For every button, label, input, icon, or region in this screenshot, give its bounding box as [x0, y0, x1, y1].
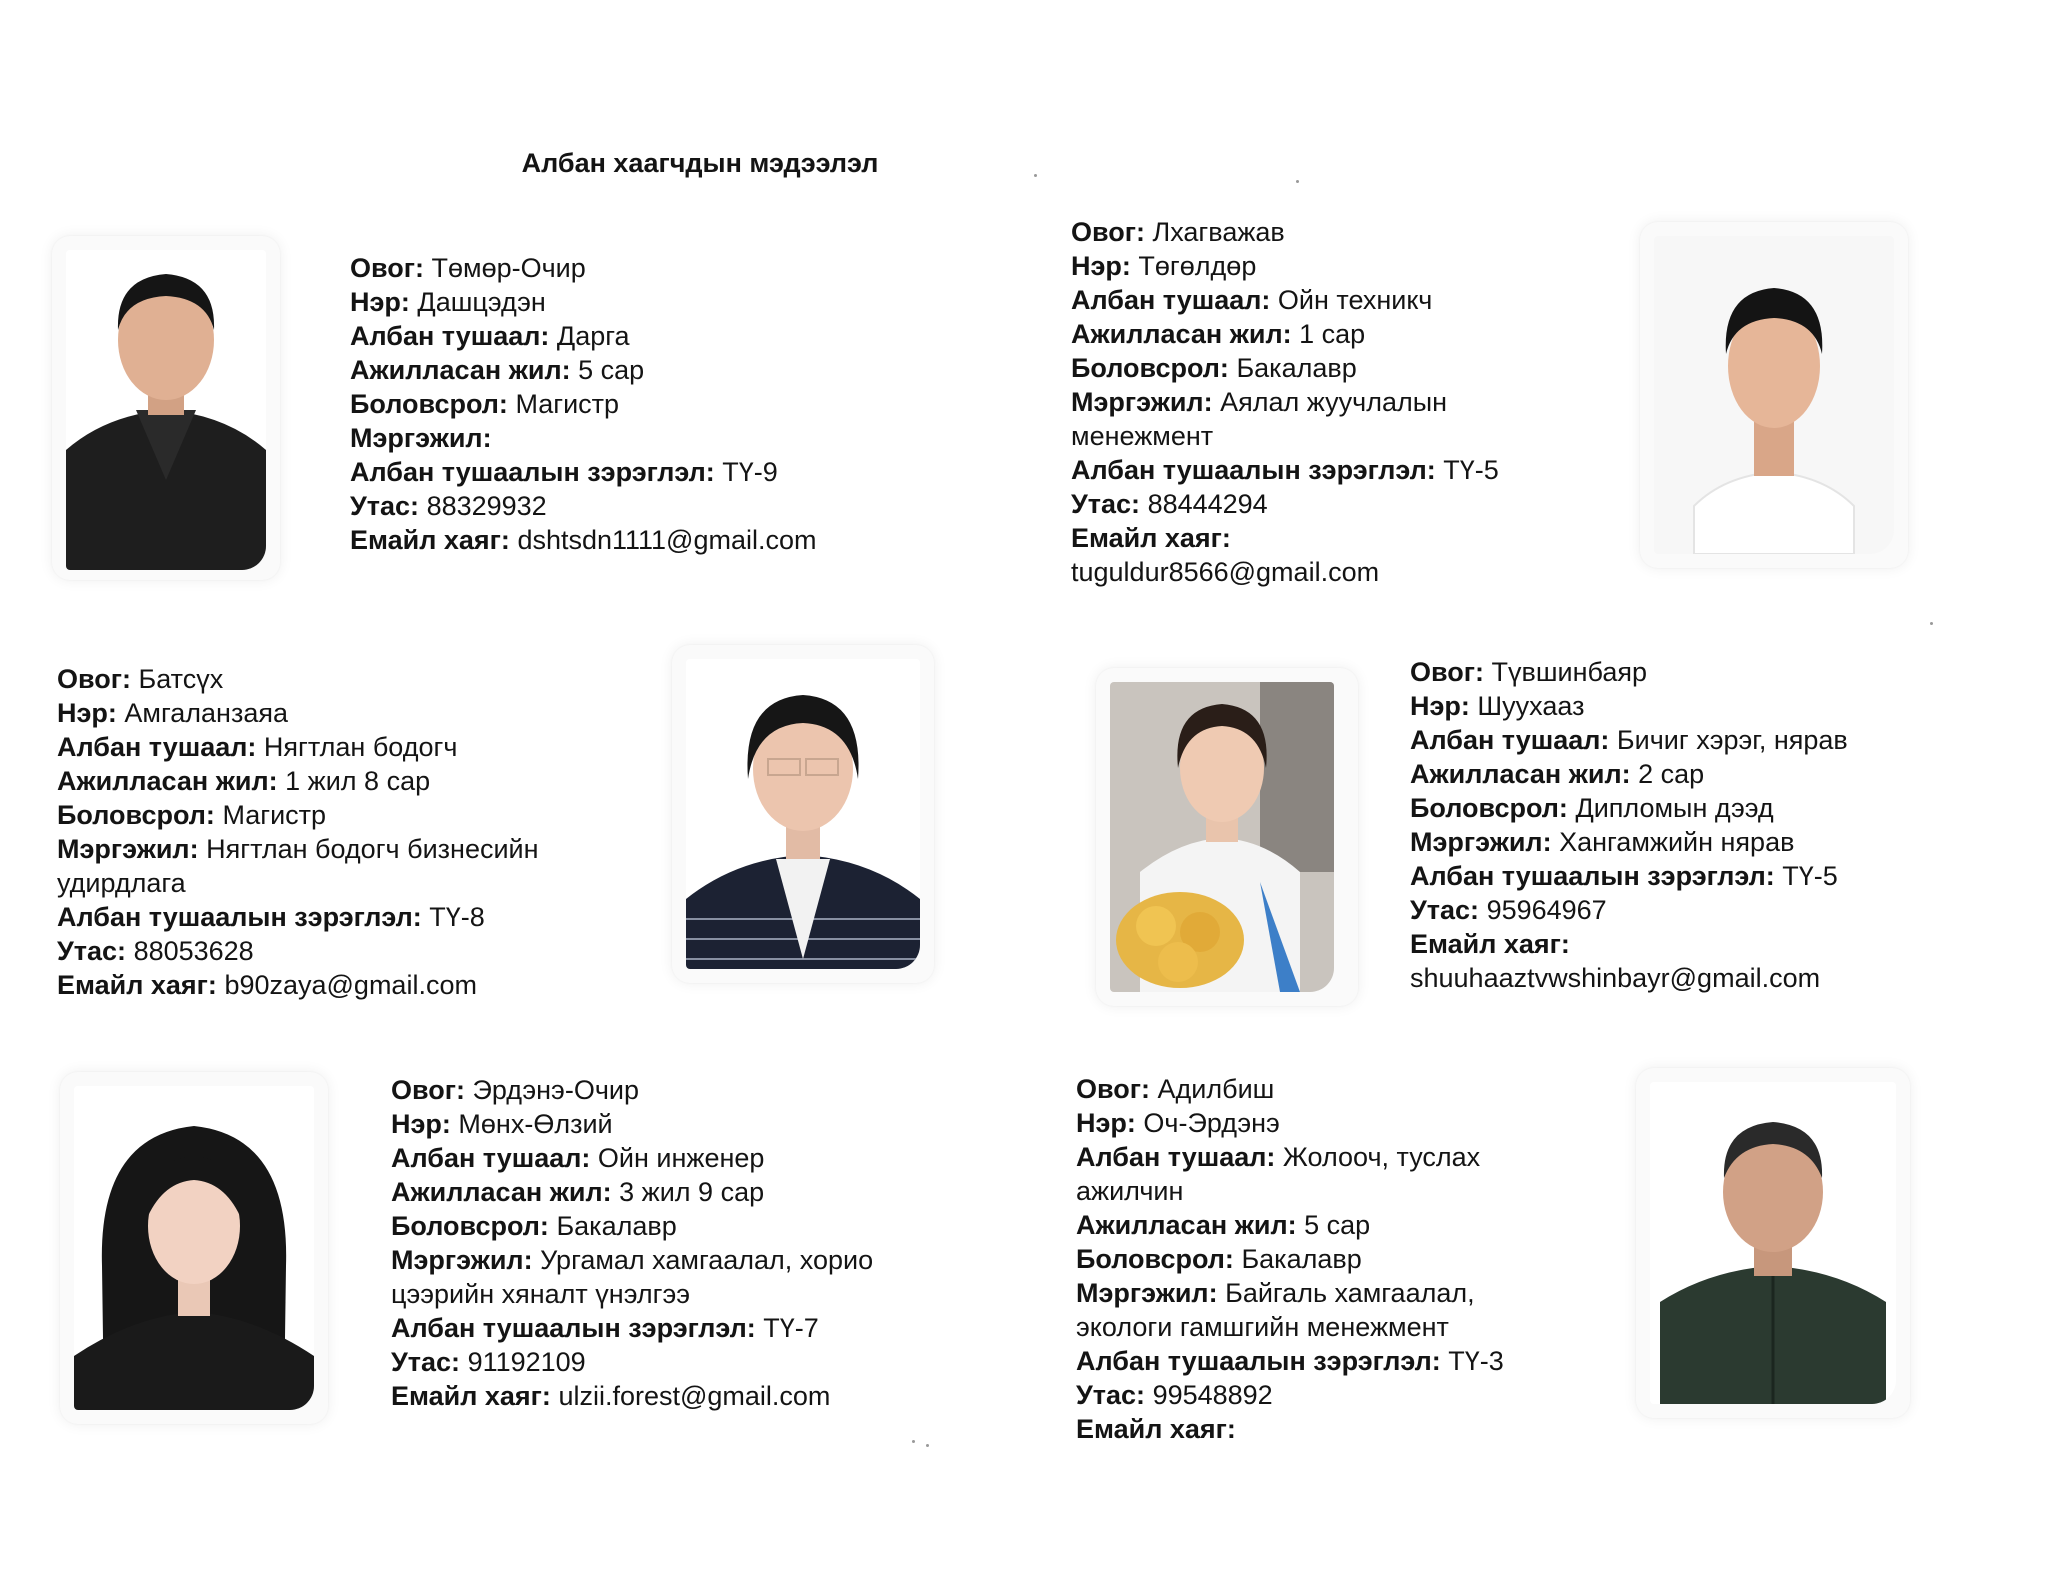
employee-photo-5: [74, 1086, 314, 1410]
phone-value: 91192109: [467, 1347, 586, 1377]
position-row: Албан тушаал: Жолооч, туслах ажилчин: [1076, 1142, 1481, 1206]
years-value: 3 жил 9 сар: [619, 1177, 765, 1207]
surname-value: Батсүх: [138, 664, 224, 694]
name-value: Амгаланзаяа: [124, 698, 288, 728]
phone-row: Утас: 95964967: [1410, 895, 1607, 925]
profession-row: Мэргэжил: Хангамжийн нярав: [1410, 827, 1795, 857]
rank-row: Албан тушаалын зэрэглэл: ТҮ-9: [350, 457, 778, 487]
employee-photo-1: [66, 250, 266, 570]
position-value: Ойн инженер: [597, 1143, 765, 1173]
scan-speck: [912, 1440, 915, 1443]
years-row: Ажилласан жил: 2 сар: [1410, 759, 1705, 789]
education-row: Боловсрол: Дипломын дээд: [1410, 793, 1774, 823]
education-value: Бакалавр: [1236, 353, 1357, 383]
name-value: Шуухааз: [1477, 691, 1585, 721]
years-row: Ажилласан жил: 1 сар: [1071, 319, 1366, 349]
employee-photo-6: [1650, 1082, 1896, 1404]
position-value: Ойн техникч: [1277, 285, 1433, 315]
name-row: Нэр: Амгаланзаяа: [57, 698, 288, 728]
profession-row: Мэргэжил:: [350, 423, 492, 453]
scan-speck: [1930, 622, 1933, 625]
surname-row: Овог: Батсүх: [57, 664, 224, 694]
years-row: Ажилласан жил: 3 жил 9 сар: [391, 1177, 765, 1207]
years-value: 1 жил 8 сар: [285, 766, 431, 796]
years-row: Ажилласан жил: 5 сар: [350, 355, 645, 385]
education-value: Бакалавр: [1241, 1244, 1362, 1274]
email-value-row: [1410, 961, 1848, 995]
email-row: Емайл хаяг: ulzii.forest@gmail.com: [391, 1381, 831, 1411]
email-row: Емайл хаяг: dshtsdn1111@gmail.com: [350, 525, 817, 555]
employee-photo-3: [686, 659, 920, 969]
phone-value: 99548892: [1152, 1380, 1273, 1410]
scan-speck: [926, 1444, 929, 1447]
surname-value: Адилбиш: [1157, 1074, 1275, 1104]
education-value: Бакалавр: [556, 1211, 677, 1241]
position-value: Жолооч, туслах ажилчин: [1076, 1142, 1481, 1206]
name-row: Нэр: Шуухааз: [1410, 691, 1585, 721]
profession-row: Мэргэжил: Байгаль хамгаалал, экологи гамшгийн менежмент: [1076, 1278, 1475, 1342]
scan-speck: [1296, 180, 1299, 183]
name-row: Нэр: Оч-Эрдэнэ: [1076, 1108, 1280, 1138]
employee-photo-2: [1654, 236, 1894, 554]
rank-value: ТҮ-8: [429, 902, 485, 932]
employee-card-6: [1076, 1072, 1516, 1446]
employee-card-2: [1071, 215, 1551, 589]
surname-row: Овог: Лхагважав: [1071, 217, 1285, 247]
rank-value: ТҮ-9: [722, 457, 778, 487]
profession-value: Ургамал хамгаалал, хорио цээрийн хяналт үнэлгээ: [391, 1245, 874, 1309]
position-row: Албан тушаал: Нягтлан бодогч: [57, 732, 458, 762]
email-row: Емайл хаяг: b90zaya@gmail.com: [57, 970, 477, 1000]
profession-row: Мэргэжил: Нягтлан бодогч бизнесийн удирдлага: [57, 834, 539, 898]
surname-row: Овог: Адилбиш: [1076, 1074, 1275, 1104]
phone-row: Утас: 88053628: [57, 936, 254, 966]
profession-value: Аялал жуучлалын менежмент: [1071, 387, 1448, 451]
rank-row: Албан тушаалын зэрэглэл: ТҮ-3: [1076, 1346, 1504, 1376]
education-row: Боловсрол: Магистр: [350, 389, 620, 419]
surname-row: Овог: Төмөр-Очир: [350, 253, 586, 283]
position-row: Албан тушаал: Ойн инженер: [391, 1143, 765, 1173]
profession-value: Байгаль хамгаалал, экологи гамшгийн менежмент: [1076, 1278, 1475, 1342]
name-value: Дашцэдэн: [417, 287, 546, 317]
phone-row: Утас: 88329932: [350, 491, 547, 521]
name-row: Нэр: Төгөлдөр: [1071, 251, 1257, 281]
years-value: 1 сар: [1299, 319, 1366, 349]
phone-value: 95964967: [1486, 895, 1607, 925]
education-row: Боловсрол: Магистр: [57, 800, 327, 830]
position-value: Нягтлан бодогч: [263, 732, 458, 762]
email-value: shuuhaaztvwshinbayr@gmail.com: [1410, 963, 1821, 993]
name-value: Мөнх-Өлзий: [458, 1109, 613, 1139]
name-value: Төгөлдөр: [1138, 251, 1257, 281]
employee-card-4: [1410, 655, 1848, 995]
position-row: Албан тушаал: Бичиг хэрэг, нярав: [1410, 725, 1848, 755]
name-row: Нэр: Мөнх-Өлзий: [391, 1109, 613, 1139]
position-value: Бичиг хэрэг, нярав: [1616, 725, 1848, 755]
position-row: Албан тушаал: Ойн техникч: [1071, 285, 1433, 315]
profession-row: Мэргэжил: Аялал жуучлалын менежмент: [1071, 387, 1448, 451]
name-value: Оч-Эрдэнэ: [1143, 1108, 1280, 1138]
email-value: ulzii.forest@gmail.com: [558, 1381, 831, 1411]
education-value: Магистр: [515, 389, 620, 419]
email-value: dshtsdn1111@gmail.com: [517, 525, 817, 555]
name-row: Нэр: Дашцэдэн: [350, 287, 546, 317]
profession-value: Хангамжийн нярав: [1559, 827, 1795, 857]
education-row: Боловсрол: Бакалавр: [391, 1211, 677, 1241]
employee-card-5: [391, 1073, 911, 1413]
years-row: Ажилласан жил: 5 сар: [1076, 1210, 1371, 1240]
years-value: 2 сар: [1638, 759, 1705, 789]
education-row: Боловсрол: Бакалавр: [1076, 1244, 1362, 1274]
rank-value: ТҮ-5: [1443, 455, 1499, 485]
employee-photo-4: [1110, 682, 1334, 992]
email-value: b90zaya@gmail.com: [224, 970, 477, 1000]
rank-row: Албан тушаалын зэрэглэл: ТҮ-5: [1410, 861, 1838, 891]
rank-row: Албан тушаалын зэрэглэл: ТҮ-7: [391, 1313, 819, 1343]
phone-row: Утас: 91192109: [391, 1347, 586, 1377]
education-value: Дипломын дээд: [1575, 793, 1774, 823]
education-value: Магистр: [222, 800, 327, 830]
phone-row: Утас: 88444294: [1071, 489, 1268, 519]
position-value: Дарга: [556, 321, 630, 351]
surname-row: Овог: Эрдэнэ-Очир: [391, 1075, 639, 1105]
email-row: Емайл хаяг: tuguldur8566@gmail.com: [1071, 523, 1380, 587]
years-value: 5 сар: [578, 355, 645, 385]
profession-row: Мэргэжил: Ургамал хамгаалал, хорио цээрийн хяналт үнэлгээ: [391, 1245, 874, 1309]
years-row: Ажилласан жил: 1 жил 8 сар: [57, 766, 431, 796]
phone-value: 88444294: [1147, 489, 1268, 519]
phone-value: 88329932: [426, 491, 547, 521]
surname-value: Түвшинбаяр: [1491, 657, 1647, 687]
phone-value: 88053628: [133, 936, 254, 966]
email-row: Емайл хаяг:: [1076, 1414, 1236, 1444]
profession-value: Нягтлан бодогч бизнесийн удирдлага: [57, 834, 539, 898]
email-value: tuguldur8566@gmail.com: [1071, 557, 1380, 587]
phone-row: Утас: 99548892: [1076, 1380, 1273, 1410]
email-label-row: Емайл хаяг:: [1410, 929, 1570, 959]
position-row: Албан тушаал: Дарга: [350, 321, 630, 351]
years-value: 5 сар: [1304, 1210, 1371, 1240]
surname-value: Төмөр-Очир: [431, 253, 586, 283]
rank-value: ТҮ-5: [1782, 861, 1838, 891]
rank-value: ТҮ-3: [1448, 1346, 1504, 1376]
employee-card-3: [57, 662, 617, 1002]
scan-speck: [1034, 174, 1037, 177]
rank-row: Албан тушаалын зэрэглэл: ТҮ-8: [57, 902, 485, 932]
education-row: Боловсрол: Бакалавр: [1071, 353, 1357, 383]
surname-value: Лхагважав: [1152, 217, 1285, 247]
surname-value: Эрдэнэ-Очир: [472, 1075, 639, 1105]
rank-value: ТҮ-7: [763, 1313, 819, 1343]
employee-card-1: [350, 251, 817, 557]
surname-row: Овог: Түвшинбаяр: [1410, 657, 1647, 687]
rank-row: Албан тушаалын зэрэглэл: ТҮ-5: [1071, 455, 1499, 485]
page-title: Албан хаагчдын мэдээлэл: [521, 148, 879, 178]
